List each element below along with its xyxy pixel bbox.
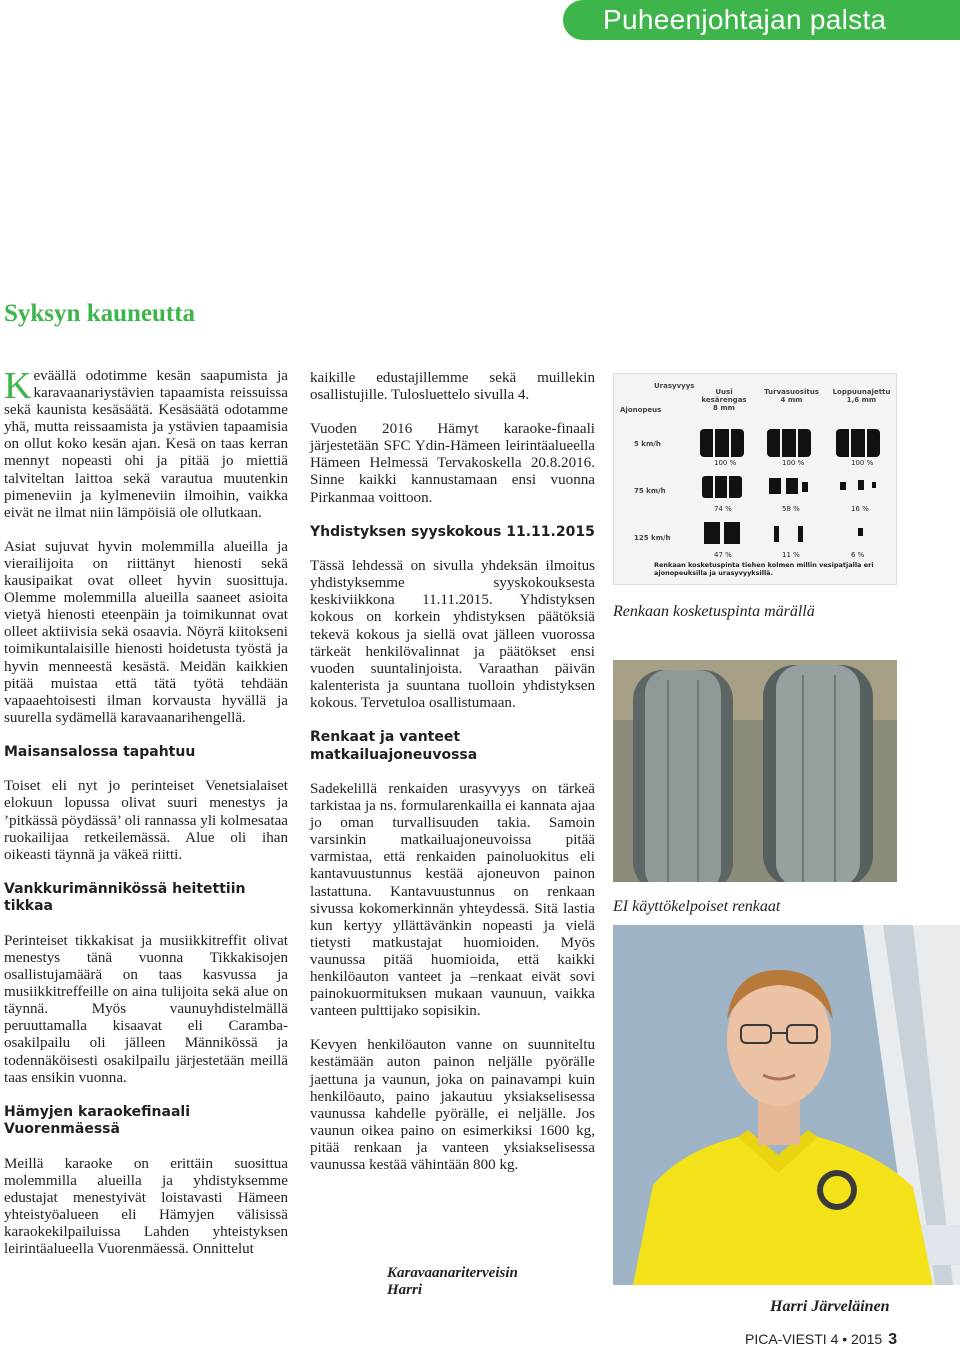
chart-value: 58 % <box>782 505 800 513</box>
paragraph: Toiset eli nyt jo perinteiset Venetsialaiset elokuun lopussa olivat suuri menestys ja ’pitkässä pöydässä’ oli rannassa yli kolmesataa ruokailijaa retkeilemässä. Alue oli ihan oikeasti täynnä ja väkeä riitti. <box>4 778 288 863</box>
text-column-left <box>4 365 288 1275</box>
chart-row-speed: 125 km/h <box>634 534 671 542</box>
section-banner <box>563 0 960 40</box>
chart-col-header: Loppuunajettu 1,6 mm <box>832 388 891 404</box>
tire-contact-chart <box>613 373 897 585</box>
magazine-issue: PICA-VIESTI 4 • 2015 <box>745 1331 883 1347</box>
section-title: Puheenjohtajan palsta <box>603 4 887 35</box>
caption-person: Harri Järveläinen <box>770 1298 890 1315</box>
paragraph: Perinteiset tikkakisat ja musiikkitreffit olivat menestys tänä vuonna Tikkakisojen osallistujamäärä on taas kasvussa ja musiikkitreffeille on aina tulijoita sekä alue on täynnä. Myös vaunuyhdistelmällä peruuttamalla kisaavat eli Caramba-osakilpailu oli jälleen Männikössä ja todennäköisesti osakilpailu järjestetään meillä taas ensikin vuonna. <box>4 932 288 1086</box>
intro-text: eväällä odotimme kesän saapumista ja karavaanariystävien tapaamista reissuissa sekä kaunista kesäsäätä. Kesäsäätä odotamme yhä, mutta reissaamista ja ystävien tapaamisia on ollut koko kesän ajan. Kesä on taas kerran mennyt nopeasti ohi ja pitää jo miettiä talviteltan laittoa sekä varautua muutenkin pimeneviin ja kylmeneviin ilmoihin, vaikka eivät ne ilmat niin lämpöisiä ole ollutkaan. <box>4 368 288 521</box>
tread-full-2 <box>767 429 811 457</box>
tread-47 <box>704 522 740 544</box>
subheading: Hämyjen karaokefinaali Vuorenmäessä <box>4 1103 191 1138</box>
subheading: Yhdistyksen syyskokous 11.11.2015 <box>310 523 595 540</box>
tread-full-3 <box>836 429 880 457</box>
caption-tires: EI käyttökelpoiset renkaat <box>613 898 781 915</box>
chart-footnote: Renkaan kosketuspinta tiehen kolmen millin vesipatjalla eri ajonopeuksilla ja urasyvyyksillä. <box>654 561 874 577</box>
text-column-middle <box>310 370 595 1191</box>
tread-full-1 <box>700 429 744 457</box>
portrait-illustration <box>613 925 960 1285</box>
chart-corner-left: Ajonopeus <box>620 406 662 414</box>
drop-cap: K <box>4 365 32 407</box>
chart-value: 100 % <box>782 459 805 467</box>
tread-16 <box>840 480 876 490</box>
chart-value: 6 % <box>851 551 865 559</box>
signature <box>387 1265 518 1299</box>
worn-tires-photo <box>613 660 897 882</box>
chart-value: 16 % <box>851 505 869 513</box>
caption-chart: Renkaan kosketuspinta märällä <box>613 603 815 620</box>
paragraph: Kevyen henkilöauton vanne on suunniteltu kestämään auton painon neljälle pyörälle jaettuna ja vaunun, joka on painavampi kuin henkilöauto, paino jakautuu yksiakselisessa vaunussa kahdelle pyörälle, ei neljälle. Jos vaunun oikea paino on esimerkiksi 1600 kg, pitää renkaan ja vanteen yksiakselisessa vaunussa kestää vähintään 800 kg. <box>310 1037 595 1173</box>
paragraph: Asiat sujuvat hyvin molemmilla alueilla ja vierailijoita on riittänyt hienosti sekä kausipaikat ovat olleet hyvin suosittuja. Olemme molemmilla alueilla saaneet asioita vietyä hienosti eteenpäin ja toimikunnat ovat olleet aktiivisia sekä osaavia. Nöyrä kiitokseni toimikuntalaisille hienosti hoidetusta työstä ja hyvin menneestä kesästä. Meidän kaikkien pitää muistaa että tätä työtä tehdään vapaaehtoisesti ilman korvausta hyvällä ja suurella sydämellä karavaanarihengellä. <box>4 538 288 726</box>
paragraph-intro <box>4 365 288 522</box>
chart-value: 100 % <box>851 459 874 467</box>
chart-value: 47 % <box>714 551 732 559</box>
tread-74 <box>702 476 742 498</box>
worn-tires-illustration <box>613 660 897 882</box>
chart-row-speed: 75 km/h <box>634 487 666 495</box>
paragraph: kaikille edustajillemme sekä muillekin osallistujille. Tulosluettelo sivulla 4. <box>310 370 595 404</box>
signature-greeting: Karavaanariterveisin <box>387 1265 518 1281</box>
subheading: Vankkurimännikössä heitettiin tikkaa <box>4 880 246 915</box>
page-footer <box>745 1331 897 1349</box>
signature-name: Harri <box>387 1282 423 1298</box>
tread-58 <box>769 478 808 494</box>
paragraph: Vuoden 2016 Hämyt karaoke-finaali järjestetään SFC Ydin-Hämeen leirintäalueella Hämeen Helmessä Tervakoskella 20.8.2016. Sinne kaikki kannustamaan ensi vuonna Pirkanmaa voittoon. <box>310 421 595 506</box>
subheading: Renkaat ja vanteet matkailuajoneuvossa <box>310 729 478 763</box>
tread-11 <box>774 526 803 542</box>
tread-6 <box>858 528 863 536</box>
page-number: 3 <box>888 1331 898 1348</box>
chart-col-header: Uusi kesärengas 8 mm <box>701 388 747 412</box>
article-title: Syksyn kauneutta <box>4 300 196 327</box>
chart-col-header: Turvasuositus 4 mm <box>764 388 819 404</box>
subheading: Maisansalossa tapahtuu <box>4 743 196 760</box>
chart-value: 74 % <box>714 505 732 513</box>
paragraph: Sadekelillä renkaiden urasyvyys on tärkeä tarkistaa ja ns. formularenkailla ei kannata ajaa jo oman turvallisuuden takia. Samoin varsinkin matkailuajoneuvoissa pitää varmistaa, että renkaiden painoluokitus eli kantavuustunnus kestää ajoneuvon painon lastattuna. Kantavuustunnus on renkaan sivussa kokomerkinnän yhteydessä. Sitä lastia kun kertyy yllättävänkin nopeasti ja vielä tietysti matkustajat huomioiden. Myös vaunussa pitää huomioida, että kaikki henkilöauton vanteet ja –renkaat eivät sovi painokuormituksen mukaan vaunuun, vaikka vanteen pulttijako sopisikin. <box>310 781 595 1020</box>
chart-row-speed: 5 km/h <box>634 440 661 448</box>
chart-corner-top: Urasyvyys <box>654 382 695 390</box>
chart-value: 11 % <box>782 551 800 559</box>
paragraph: Tässä lehdessä on sivulla yhdeksän ilmoitus yhdistyksemme syyskokouksesta keskiviikkona 11.11.2015. Yhdistyksen kokous on korkein yhdistyksen päätöksiä tekevä kokous ja siellä ovat jälleen vuorossa tärkeät henkilövalinnat ja päätökset ensi vuoden suuntalinjoista. Varaathan päivän kalenterista ja suuntana tuolloin yhdistyksen kokous. Tervetuloa osallistumaan. <box>310 558 595 711</box>
paragraph: Meillä karaoke on erittäin suosittua molemmilla alueilla ja yhdistyksemme edustajat menestyivät loistavasti Hämeen yhteistyöalueen eli Hämyjen välisissä karaokekilpailuissa Lahden yhteistyksen leirintäalueella Vuorenmäessä. Onnittelut <box>4 1155 288 1258</box>
chairman-portrait <box>613 925 960 1285</box>
chart-value: 100 % <box>714 459 737 467</box>
